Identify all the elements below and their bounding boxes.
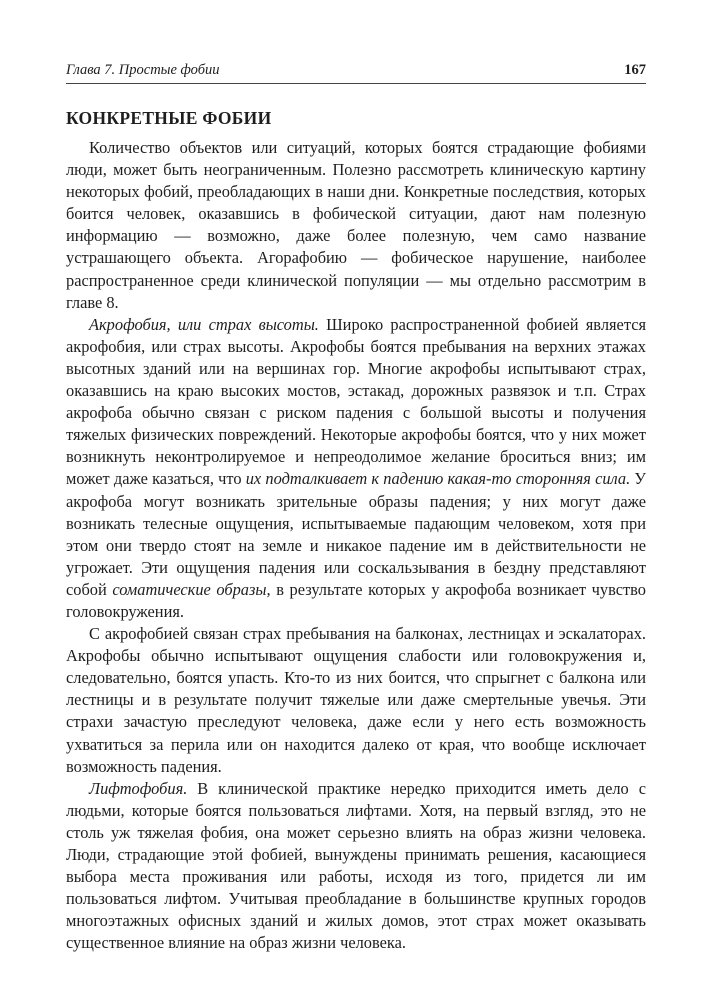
paragraph-elevator-phobia bbox=[66, 778, 646, 955]
book-page bbox=[66, 62, 646, 954]
subheading-elevator-phobia: Лифтофобия. bbox=[89, 778, 188, 798]
emphasis-text: соматические образы, bbox=[112, 579, 271, 599]
subheading-acrophobia: Акрофобия, или страх высоты. bbox=[89, 314, 319, 334]
paragraph-text: В клинической практике нередко приходится иметь дело с людьми, которые боятся пользоваться лифтами. Хотя, на первый взгляд, это не столь уж тяжелая фобия, она может серьезно влиять на образ жизни человека. Люди, страдающие этой фобией, вынуждены принимать решения, касающиеся выбора места проживания или работы, исходя из того, придется ли им пользоваться лифтом. Учитывая преобладание в большинстве крупных городов многоэтажных офисных зданий и жилых домов, этот страх может оказывать существенное влияние на образ жизни человека. bbox=[66, 778, 646, 953]
paragraph-acrophobia bbox=[66, 314, 646, 623]
chapter-title: Глава 7. Простые фобии bbox=[66, 62, 220, 78]
paragraph-text: в результате которых у акрофоба возникает чувство головокружения. bbox=[66, 579, 646, 621]
page-number: 167 bbox=[624, 62, 646, 78]
running-header bbox=[66, 62, 646, 84]
paragraph-text: Широко распространенной фобией является акрофобия, или страх высоты. Акрофобы боятся пребывания на верхних этажах высотных зданий или на вершинах гор. Многие акрофобы испытывают страх, оказавшись на краю высоких мостов, эстакад, дорожных развязок и т.п. Страх акрофоба обычно связан с риском падения с большой высоты и получения тяжелых физических повреждений. Некоторые акрофобы боятся, что у них может возникнуть неконтролируемое и непреодолимое желание броситься вниз; им может даже казаться, что bbox=[66, 314, 647, 489]
paragraph-balconies bbox=[66, 623, 646, 778]
body-text bbox=[66, 137, 646, 954]
paragraph-text: Количество объектов или ситуаций, которых боятся страдающие фобиями люди, может быть неограниченным. Полезно рассмотреть клиническую картину некоторых фобий, преобладающих в наши дни. Конкретные последствия, которых боится человек, оказавшись в фобической ситуации, дают нам полезную информацию — возможно, даже более полезную, чем само название устрашающего объекта. Агорафобию — фобическое нарушение, наиболее распространенное среди клинической популяции — мы отдельно рассмотрим в главе 8. bbox=[66, 138, 646, 312]
paragraph-text: У акрофоба могут возникать зрительные образы падения; у них могут даже возникать телесные ощущения, испытываемые падающим человеком, хотя при этом они твердо стоят на земле и никакое падение им в действительности не угрожает. Эти ощущения падения или соскальзывания в бездну представляют собой bbox=[66, 469, 647, 599]
emphasis-text: их подталкивает к падению какая-то сторонняя сила. bbox=[245, 469, 631, 489]
paragraph-text: С акрофобией связан страх пребывания на балконах, лестницах и эскалаторах. Акрофобы обычно испытывают ощущения слабости или головокружения и, следовательно, боятся упасть. Кто-то из них боится, что спрыгнет с балкона или лестницы и в результате получит тяжелые или даже смертельные увечья. Эти страхи зачастую преследуют человека, даже если у него есть возможность ухватиться за перила или он находится далеко от края, что вообще исключает возможность падения. bbox=[66, 624, 646, 776]
section-heading: КОНКРЕТНЫЕ ФОБИИ bbox=[66, 108, 272, 128]
paragraph-intro bbox=[66, 137, 646, 314]
